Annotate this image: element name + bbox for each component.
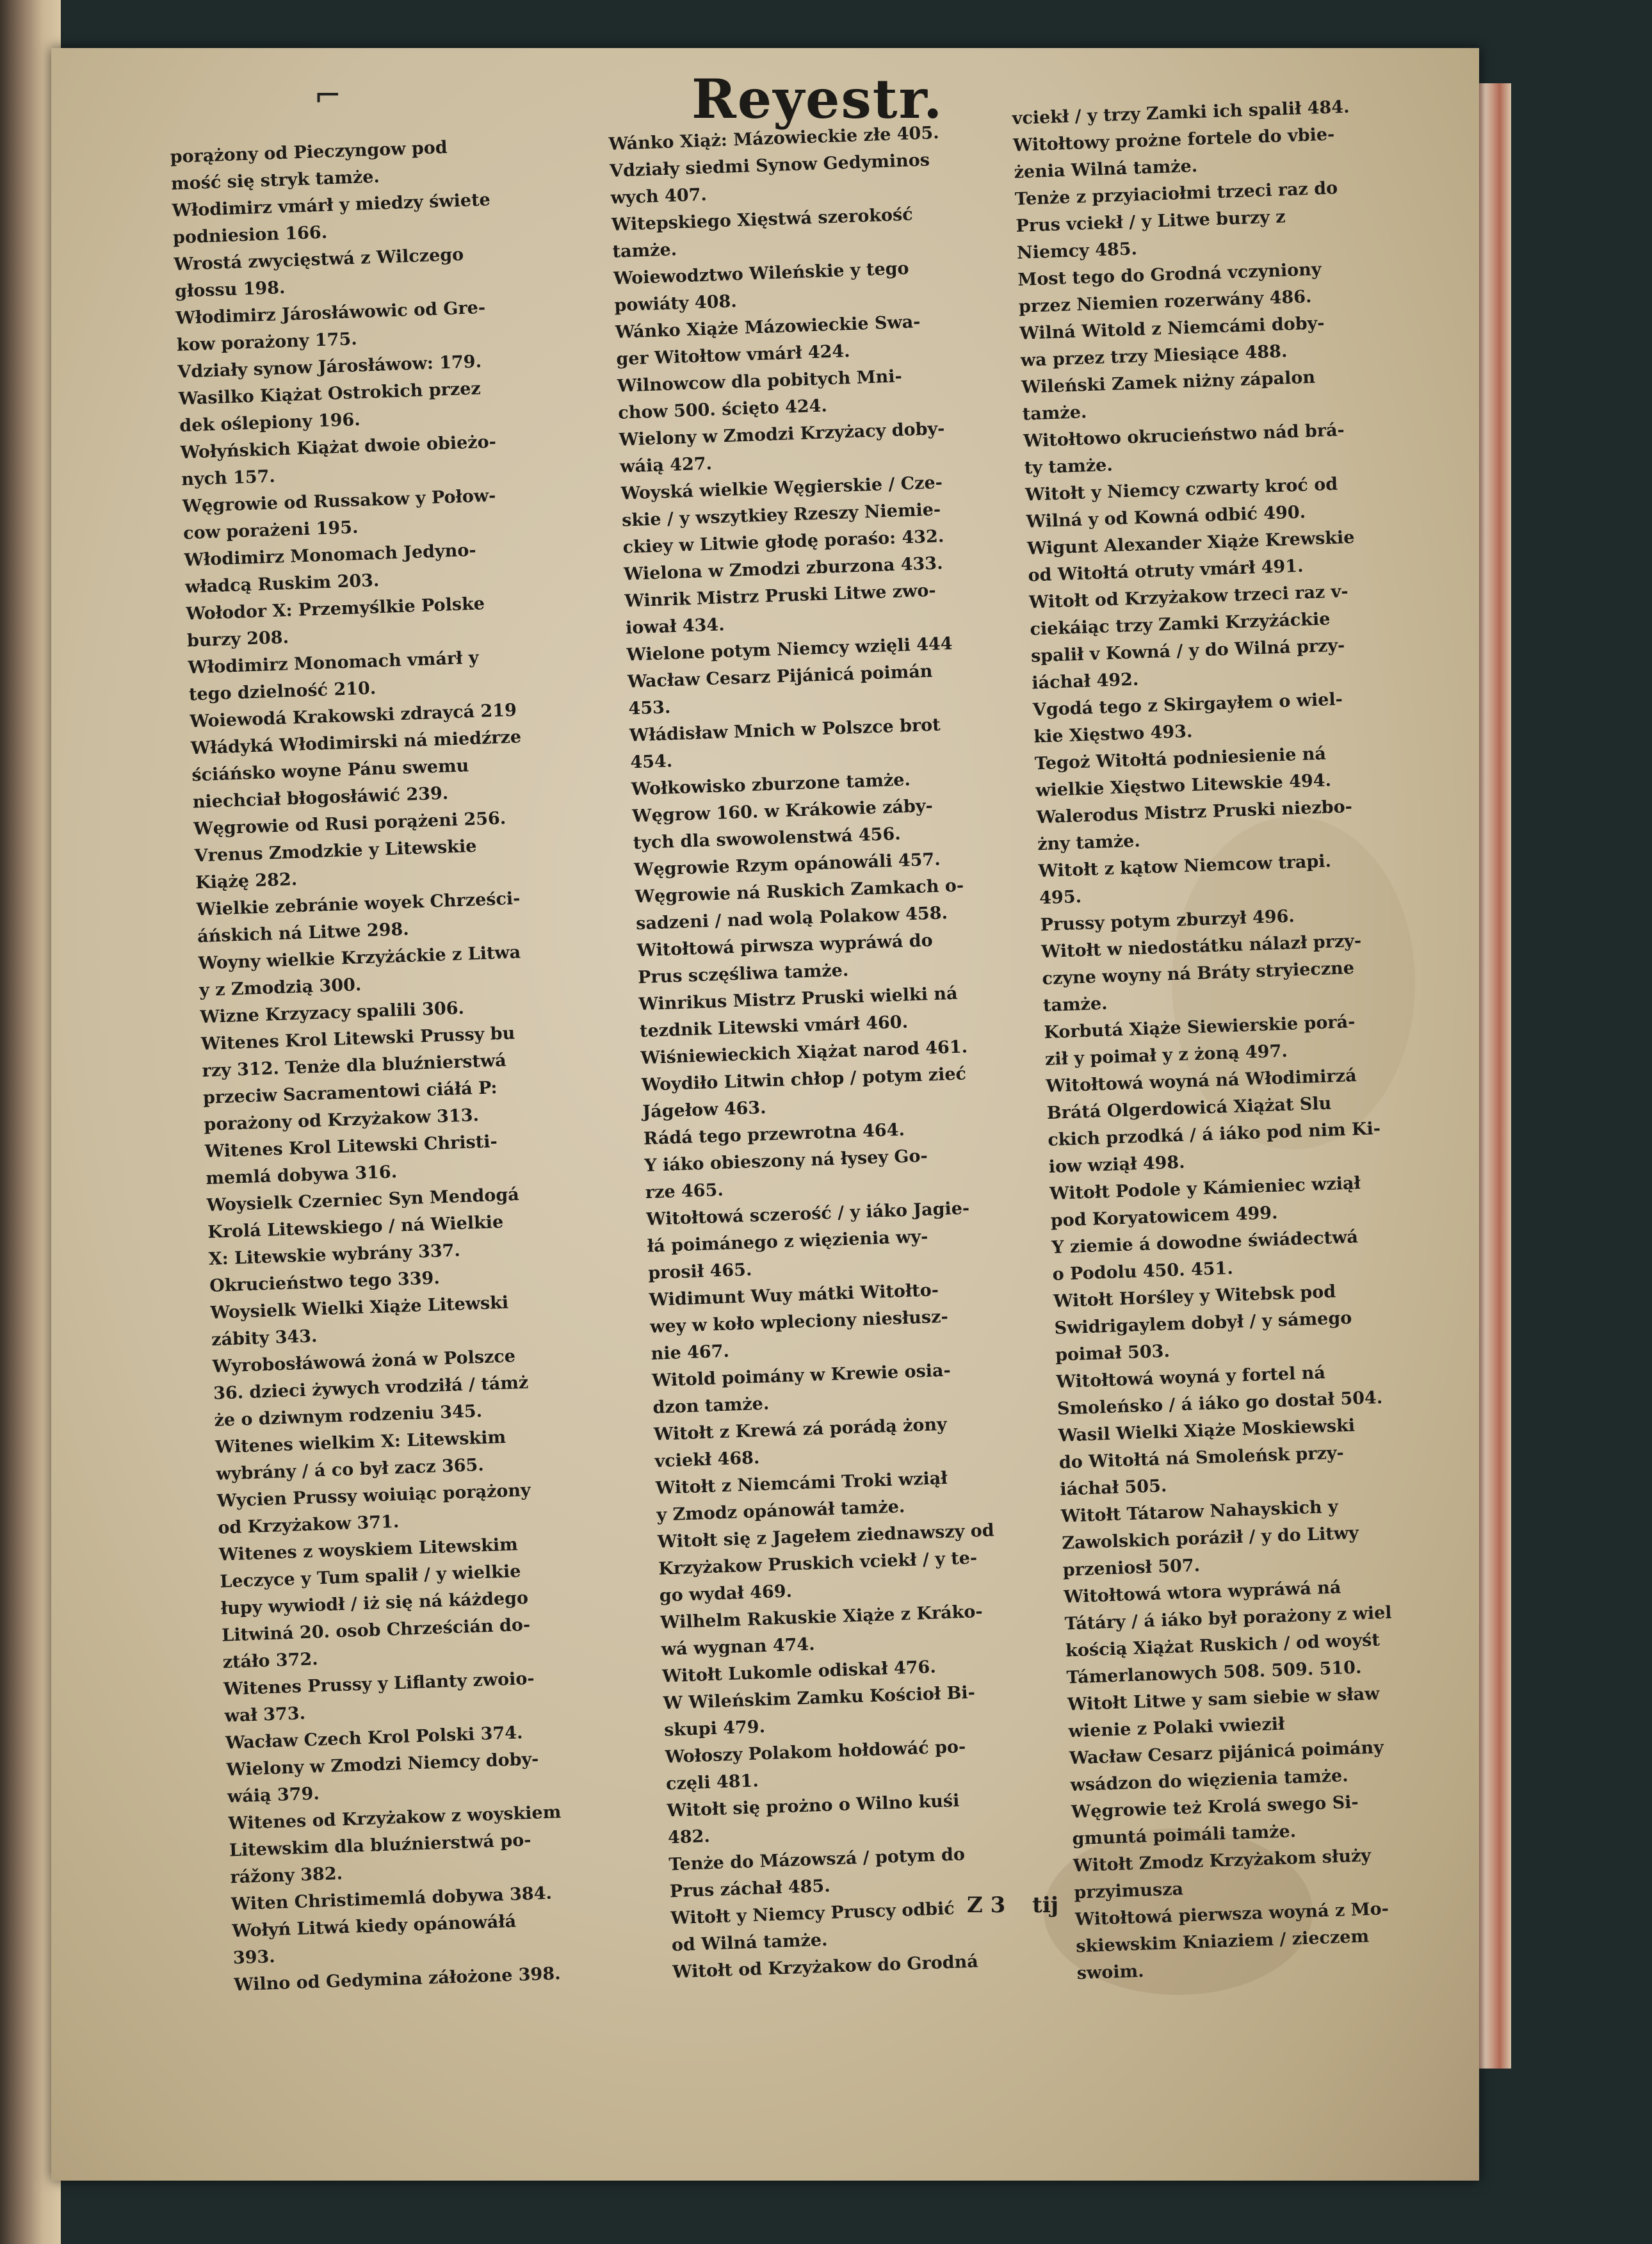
index-entry-line: o Podolu 450. 451. (1052, 1258, 1234, 1285)
index-entry-line: Witołtowá sczerość / y iáko Jagie- (645, 1198, 970, 1230)
index-entry-line: Tenże do Mázowszá / potym do (668, 1844, 966, 1875)
index-entry-line: Y ziemie á dowodne świádectwá (1051, 1227, 1359, 1258)
index-entry-line: Witołtowá pirwsza wypráwá do (636, 931, 934, 961)
index-entry-line: ckiey w Litwie głodę poraśo: 432. (622, 526, 944, 558)
index-entry-line: od Wilná tamże. (671, 1930, 828, 1956)
index-entry-line: przez Niemien rozerwány 486. (1018, 286, 1312, 317)
index-entry-line: Woiewodá Krakowski zdraycá 219 (189, 700, 517, 732)
index-entry-line: rze 465. (645, 1180, 724, 1203)
index-entry-line: wa przez trzy Miesiące 488. (1020, 341, 1288, 371)
index-entry-line: Prus záchał 485. (669, 1876, 831, 1902)
index-entry-line: Litewskim dla bluźnierstwá po- (229, 1830, 531, 1861)
catchword: tij (1032, 1892, 1059, 1918)
index-entry-line: Wigunt Alexander Xiąże Krewskie (1026, 527, 1355, 559)
index-entry-line: przyimusza (1073, 1879, 1184, 1903)
index-column-right (1012, 91, 1493, 1987)
index-entry-line: Prussy potym zburzył 496. (1040, 906, 1295, 936)
index-entry-line: Witenes z woyskiem Litewskim (218, 1534, 519, 1565)
index-entry-line: Witenes wielkim X: Litewskim (215, 1427, 506, 1458)
index-entry-line: Wielony w Zmodzi Krzyżacy doby- (619, 418, 945, 450)
index-entry-line: Witepskiego Xięstwá szerokość (611, 204, 914, 235)
index-entry-line: Witołtowá woyná ná Włodimirzá (1045, 1066, 1357, 1097)
index-entry-line: 454. (629, 751, 673, 773)
index-entry-line: prosił 465. (647, 1260, 752, 1283)
index-entry-line: ger Witołtow vmárł 424. (615, 341, 851, 370)
index-column-middle (608, 117, 1083, 1987)
index-entry-line: Korbutá Xiąże Siewierskie porá- (1044, 1012, 1356, 1043)
index-entry-line: Włádisław Mnich w Polszce brot (629, 715, 941, 746)
index-entry-line: skie / y wszytkiey Rzeszy Niemie- (621, 500, 941, 531)
index-entry-line: rzy 312. Tenże dla bluźnierstwá (202, 1050, 507, 1082)
index-entry-line: Vgodá tego z Skirgayłem o wiel- (1032, 689, 1343, 720)
index-entry-line: wielkie Xięstwo Litewskie 494. (1035, 770, 1332, 801)
index-entry-line: X: Litewskie wybrány 337. (208, 1240, 461, 1269)
index-entry-line: Wilhelm Rakuskie Xiąże z Kráko- (660, 1602, 984, 1633)
index-column-left (170, 131, 619, 1999)
header-mark: ⌐ (314, 77, 342, 115)
index-entry-line: Witołt Lukomle odiskał 476. (661, 1657, 937, 1687)
index-entry-line: Witołt w niedostátku nálazł przy- (1041, 931, 1362, 963)
index-entry-line: Witołt y Niemcy czwarty kroć od (1024, 474, 1338, 505)
index-entry-line: wáią 379. (227, 1784, 320, 1807)
index-entry-line: Niemcy 485. (1016, 239, 1138, 263)
index-entry-line: 36. dzieci żywych vrodziłá / támż (213, 1372, 529, 1404)
index-entry-line: łá poimánego z więzienia wy- (647, 1226, 928, 1256)
index-entry-line: Włodimirz vmárł y miedzy świete (172, 190, 491, 221)
index-entry-line: żenia Wilná tamże. (1014, 156, 1198, 183)
index-entry-line: ty tamże. (1024, 455, 1113, 478)
index-entry-line: mość się stryk tamże. (170, 167, 380, 194)
index-entry-line: tamże. (1022, 402, 1087, 425)
index-entry-line: Wielony w Zmodzi Niemcy doby- (226, 1749, 539, 1780)
index-entry-line: dek oślepiony 196. (179, 409, 361, 436)
index-entry-line: tamże. (1042, 993, 1108, 1016)
index-entry-line: Támerlanowych 508. 509. 510. (1066, 1657, 1362, 1688)
index-entry-line: Wánko Xiąże Mázowieckie Swa- (615, 312, 921, 343)
index-entry-line: Węgrow 160. w Krákowie záby- (631, 795, 934, 827)
index-entry-line: wsádzon do więzienia tamże. (1070, 1766, 1349, 1796)
index-entry-line: powiáty 408. (613, 291, 738, 316)
index-entry-line: Witenes Krol Litewski Prussy bu (200, 1023, 515, 1055)
index-entry-line: iował 434. (625, 615, 725, 638)
index-entry-line: Witołt się prożno o Wilno kuśi (667, 1791, 960, 1821)
index-entry-line: iow wziął 498. (1048, 1152, 1186, 1177)
index-entry-line: 453. (628, 697, 671, 719)
index-entry-line: Tegoż Witołtá podniesienie ná (1034, 744, 1327, 774)
index-entry-line: Witołt Litwe y sam siebie w sław (1067, 1684, 1380, 1715)
index-entry-line: Witenes od Krzyżakow z woyskiem (228, 1802, 562, 1834)
index-entry-line: Leczyce y Tum spalił / y wielkie (219, 1561, 521, 1592)
index-entry-line: Wołyńskich Kiążat dwoie obieżo- (180, 432, 497, 463)
index-entry-line: Witołt z kątow Niemcow trapi. (1038, 851, 1332, 882)
index-entry-line: W Wileńskim Zamku Kościoł Bi- (663, 1682, 976, 1714)
index-entry-line: Wasilko Kiążat Ostrokich przez (178, 378, 482, 409)
index-entry-line: wał 373. (224, 1703, 306, 1727)
index-entry-line: Witołt się z Jagełem ziednawszy od (657, 1520, 995, 1552)
index-entry-line: przeniosł 507. (1062, 1556, 1201, 1581)
index-entry-line: Witołtowá pierwsza woyná z Mo- (1074, 1899, 1389, 1930)
index-entry-line: memlá dobywa 316. (205, 1162, 398, 1189)
index-entry-line: Most tego do Grodná vczyniony (1017, 259, 1322, 290)
index-entry-line: Wacław Cesarz pijánicá poimány (1069, 1737, 1384, 1769)
index-entry-line: Wileński Zamek niżny zápalon (1021, 367, 1316, 398)
index-entry-line: Witołtowá woyná y fortel ná (1056, 1363, 1326, 1392)
index-entry-line: Witen Christimemlá dobywa 384. (231, 1883, 553, 1915)
index-entry-line: Witold poimány w Krewie osia- (651, 1360, 952, 1391)
index-entry-line: do Witołtá ná Smoleńsk przy- (1058, 1443, 1345, 1473)
index-entry-line: władcą Ruskim 203. (184, 571, 380, 598)
index-entry-line: Krolá Litewskiego / ná Wielkie (207, 1212, 504, 1242)
index-entry-line: Woysielk Wielki Xiąże Litewski (210, 1292, 509, 1323)
index-entry-line: Wielone potym Niemcy wzięli 444 (626, 633, 953, 665)
index-entry-line: gmuntá poimáli tamże. (1071, 1821, 1297, 1850)
index-entry-line: porążony od Pieczyngow pod (170, 137, 448, 167)
index-entry-line: przeciw Sacramentowi ciáłá P: (202, 1078, 498, 1109)
index-entry-line: Wielona w Zmodzi zburzona 433. (623, 553, 943, 585)
index-entry-line: áńskich ná Litwe 298. (197, 919, 410, 947)
index-entry-line: łupy wywiodł / iż się ná káżdego (220, 1588, 529, 1619)
index-entry-line: wybrány / á co był zacz 365. (215, 1455, 485, 1484)
index-entry-line: skupi 479. (663, 1716, 766, 1741)
index-entry-line: Węgrowie od Rusi porążeni 256. (193, 808, 506, 840)
index-entry-line: poimał 503. (1055, 1341, 1170, 1365)
index-entry-line: Wrostá zwycięstwá z Wilczego (174, 245, 464, 275)
index-entry-line: żny tamże. (1037, 831, 1141, 855)
index-entry-line: Witołtowy prożne fortele do vbie- (1012, 124, 1335, 156)
index-entry-line: Wacław Czech Krol Polski 374. (225, 1723, 523, 1753)
index-entry-line: nych 157. (181, 466, 276, 490)
index-entry-line: sadzeni / nad wolą Polakow 458. (635, 903, 948, 934)
index-entry-line: 393. (232, 1946, 276, 1969)
index-entry-line: Vrenus Zmodzkie y Litewskie (194, 836, 477, 866)
index-entry-line: wáią 427. (619, 453, 713, 477)
page-footer (967, 1892, 1058, 1918)
index-entry-line: chow 500. ścięto 424. (617, 396, 828, 423)
index-entry-line: Witołt Horśley y Witebsk pod (1053, 1281, 1336, 1312)
index-entry-line: Wilnowcow dla pobitych Mni- (617, 366, 903, 396)
index-entry-line: go wydał 469. (659, 1581, 793, 1606)
index-entry-line: Zawolskich poráził / y do Litwy (1061, 1523, 1359, 1554)
index-entry-line: Woiewodztwo Wileńskie y tego (613, 258, 910, 289)
index-entry-line: skiewskim Kniaziem / zieczem (1075, 1926, 1370, 1957)
index-entry-line: Jágełow 463. (642, 1098, 767, 1123)
index-entry-line: Węgrowie od Russakow y Połow- (182, 485, 496, 517)
index-entry-line: ztáło 372. (222, 1649, 319, 1673)
index-entry-line: y Zmodz opánowáł tamże. (656, 1497, 905, 1525)
index-entry-line: Witołt od Krzyżakow do Grodná (672, 1951, 979, 1983)
index-entry-line: ściáńsko woyne Pánu swemu (191, 756, 469, 786)
index-entry-line: Woyny wielkie Krzyżáckie z Litwa (198, 942, 521, 974)
index-entry-line: Litwiná 20. osob Chrześcián do- (221, 1614, 531, 1646)
index-entry-line: częli 481. (665, 1771, 759, 1794)
index-entry-line: Wycien Prussy woiuiąc porążony (216, 1480, 531, 1511)
index-entry-line: spalił v Kowná / y do Wilná przy- (1030, 635, 1345, 667)
index-entry-line: Węgrowie ná Ruskich Zamkach o- (635, 875, 964, 907)
index-entry-line: Włodimirz Járosłáwowic od Gre- (175, 297, 486, 329)
index-entry-line: Witenes Prussy y Liflanty zwoio- (223, 1668, 535, 1700)
index-entry-line: Winrik Mistrz Pruski Litwe zwo- (624, 580, 937, 612)
index-entry-line: Wacław Cesarz Pijánicá poimán (627, 661, 933, 692)
index-entry-line: Wasil Wielki Xiąże Moskiewski (1057, 1415, 1356, 1446)
index-entry-line: Y iáko obieszony ná łysey Go- (644, 1146, 928, 1176)
index-entry-line: Wilná y od Kowná odbić 490. (1026, 502, 1306, 532)
index-entry-line: od Witołtá otruty vmárł 491. (1028, 556, 1304, 586)
index-entry-line: Wyrobosłáwowá żoná w Polszce (212, 1346, 516, 1377)
index-entry-line: Wołodor X: Przemyślkie Polske (186, 594, 485, 624)
index-entry-line: tego dzielność 210. (188, 678, 377, 705)
index-entry-line: Brátá Olgerdowicá Xiążat Slu (1046, 1093, 1332, 1124)
index-entry-line: Woysielk Czerniec Syn Mendogá (206, 1184, 520, 1216)
index-entry-line: Winrikus Mistrz Pruski wielki ná (638, 983, 958, 1015)
index-entry-line: czyne woyny ná Bráty stryieczne (1042, 958, 1355, 989)
index-entry-line: dzon tamże. (652, 1394, 770, 1418)
index-entry-line: Vdziały synow Járosłáwow: 179. (177, 352, 482, 382)
index-entry-line: kie Xięstwo 493. (1033, 721, 1193, 747)
index-entry-line: iáchał 492. (1031, 669, 1139, 694)
index-entry-line: Włodimirz Monomach vmárł y (188, 647, 480, 678)
index-entry-line: Witenes Krol Litewski Christi- (204, 1132, 498, 1162)
index-entry-line: wych 407. (610, 184, 708, 208)
index-entry-line: niechciał błogosłáwić 239. (192, 783, 449, 813)
index-entry-line: Węgrowie Rzym opánowáli 457. (633, 849, 941, 881)
index-entry-line: Prus sczęśliwa tamże. (637, 960, 849, 988)
index-entry-line: Witołt Podole y Kámieniec wziął (1049, 1173, 1361, 1204)
index-entry-line: Witołt Tátarow Nahayskich y (1060, 1497, 1339, 1527)
index-entry-line: Witołt z Niemcámi Troki wziął (655, 1468, 948, 1499)
index-entry-line: tamże. (612, 240, 677, 262)
index-entry-line: Wilno od Gedymina záłożone 398. (233, 1964, 562, 1996)
index-entry-line: Włádyká Włodimirski ná miedźrze (190, 727, 522, 759)
index-entry-line: Witołtowo okrucieństwo nád brá- (1023, 420, 1345, 451)
index-entry-line: wey w koło wpleciony niesłusz- (649, 1306, 949, 1337)
index-entry-line: Woydiło Litwin chłop / potym zieć (641, 1064, 967, 1096)
index-entry-line: Walerodus Mistrz Pruski niezbo- (1036, 797, 1353, 828)
index-entry-line: Wizne Krzyzacy spalili 306. (200, 998, 465, 1028)
index-entry-line: vciekł 468. (654, 1448, 760, 1472)
index-entry-line: Okrucieństwo tego 339. (209, 1268, 441, 1296)
page-title: Reyestr. (692, 67, 944, 131)
index-entry-line: Węgrowie też Krolá swego Si- (1071, 1792, 1359, 1823)
index-entry-line: kow porażony 175. (176, 329, 358, 355)
index-entry-line: że o dziwnym rodzeniu 345. (214, 1401, 483, 1431)
index-entry-line: podniesion 166. (172, 222, 328, 248)
index-entry-line: Krzyżakow Pruskich vciekł / y te- (658, 1548, 978, 1579)
index-entry-line: Wánko Xiąż: Mázowieckie złe 405. (608, 122, 940, 154)
index-entry-line: tezdnik Litewski vmárł 460. (639, 1012, 909, 1042)
index-entry-line: zábity 343. (211, 1326, 318, 1350)
index-entry-line: wá wygnan 474. (661, 1634, 816, 1660)
index-entry-line: Wiśniewieckich Xiążat narod 461. (640, 1037, 968, 1069)
index-entry-line: Vdziały siedmi Synow Gedyminos (609, 150, 930, 181)
index-entry-line: rážony 382. (229, 1864, 343, 1888)
index-entry-line: Rádá tego przewrotna 464. (643, 1119, 905, 1150)
index-entry-line: kością Xiążat Ruskich / od woyśt (1065, 1630, 1381, 1661)
index-entry-line: Prus vciekł / y Litwe burzy z (1016, 207, 1286, 236)
index-entry-line: Kiążę 282. (195, 869, 298, 893)
index-entry-line: nie 467. (651, 1341, 730, 1364)
index-entry-line: Witołtowá wtora wypráwá ná (1063, 1577, 1341, 1607)
index-entry-line: głossu 198. (174, 277, 286, 302)
index-entry-line: Swidrigaylem dobył / y sámego (1054, 1308, 1352, 1338)
index-entry-line: ckich przodká / á iáko pod nim Ki- (1047, 1118, 1381, 1151)
index-entry-line: Tenże z przyiaciołmi trzeci raz do (1014, 178, 1338, 209)
index-entry-line: Smoleńsko / á iáko go dostał 504. (1057, 1388, 1383, 1419)
index-entry-line: Wołkowisko zburzone tamże. (631, 770, 911, 800)
index-entry-line: Tátáry / á iáko był porażony z wiel (1064, 1602, 1393, 1634)
index-entry-line: Wilná Witold z Niemcámi doby- (1019, 313, 1325, 344)
index-entry-line: Woyská wielkie Węgierskie / Cze- (620, 473, 943, 504)
index-entry-line: iáchał 505. (1059, 1476, 1167, 1500)
index-entry-line: Widimunt Wuy mátki Witołto- (649, 1280, 939, 1310)
index-entry-line: Wołoszy Polakom hołdowáć po- (665, 1737, 966, 1768)
index-entry-line: wienie z Polaki vwieził (1068, 1714, 1285, 1742)
index-entry-line: ciekáiąc trzy Zamki Krzyżáckie (1030, 609, 1331, 640)
index-entry-line: Witołt y Niemcy Pruscy odbić (670, 1898, 955, 1929)
index-entry-line: vciekł / y trzy Zamki ich spalił 484. (1012, 97, 1350, 129)
index-entry-line: tych dla swowolenstwá 456. (633, 824, 902, 854)
index-entry-line: Wielkie zebránie woyek Chrześci- (196, 888, 521, 920)
index-entry-line: pod Koryatowicem 499. (1050, 1203, 1278, 1231)
index-entry-line: Witołt z Krewá zá porádą żony (653, 1414, 948, 1445)
index-entry-line: Wołyń Litwá kiedy opánowáłá (231, 1911, 517, 1942)
index-entry-line: 495. (1039, 886, 1082, 909)
index-entry-line: 482. (667, 1826, 711, 1848)
index-entry-line: od Krzyżakow 371. (217, 1511, 400, 1538)
index-entry-line: porażony od Krzyżakow 313. (203, 1105, 480, 1135)
index-entry-line: burzy 208. (186, 627, 289, 651)
index-entry-line: ził y poimał y z żoną 497. (1044, 1041, 1288, 1070)
index-entry-line: Włodimirz Monomach Jedyno- (184, 540, 477, 571)
index-entry-line: swoim. (1076, 1961, 1145, 1984)
index-entry-line: y z Zmodzią 300. (198, 975, 362, 1001)
index-entry-line: Witołt od Krzyżakow trzeci raz v- (1028, 581, 1349, 613)
index-entry-line: Witołt Zmodz Krzyżakom służy (1073, 1846, 1372, 1876)
signature-mark: Z 3 (967, 1892, 1006, 1918)
index-entry-line: cow porażeni 195. (182, 517, 359, 544)
